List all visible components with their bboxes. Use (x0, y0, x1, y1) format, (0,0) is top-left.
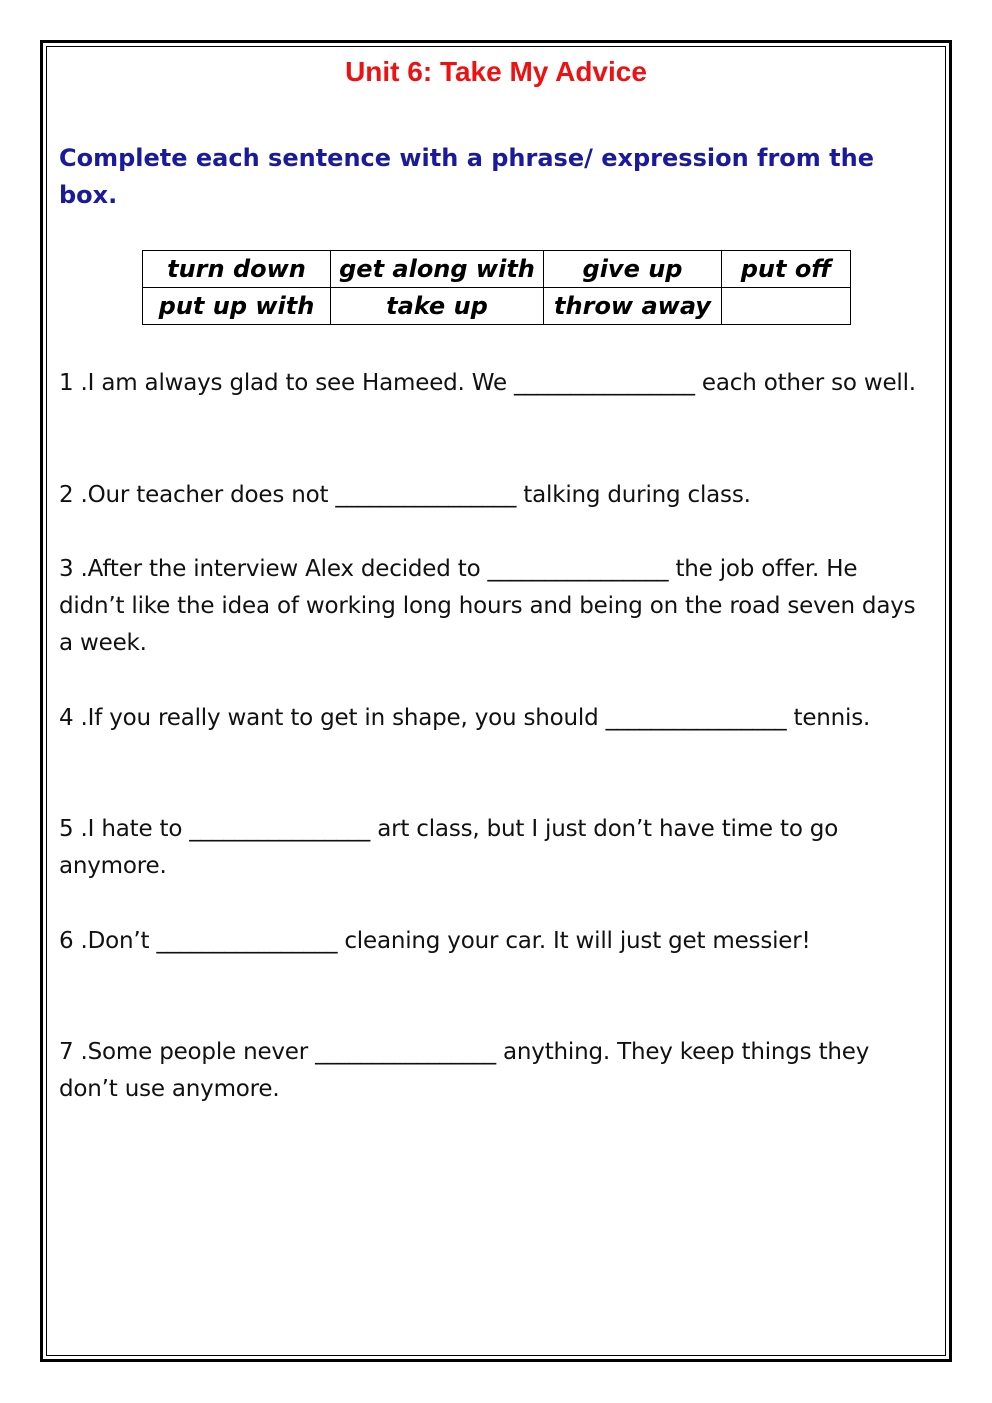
word-box-cell: get along with (331, 251, 544, 288)
word-box-row (143, 251, 851, 288)
question-4: 4 .If you really want to get in shape, you should ________________ tennis. (59, 705, 871, 731)
question-6: 6 .Don’t ________________ cleaning your car. It will just get messier! (59, 928, 811, 954)
question-5: 5 .I hate to ________________ art class, but I just don’t have time to go anymore. (59, 816, 839, 879)
word-box-row (143, 288, 851, 325)
question-2: 2 .Our teacher does not ________________ talking during class. (59, 482, 751, 508)
instructions: Complete each sentence with a phrase/ expression from the box. (59, 144, 874, 209)
word-box-cell: throw away (544, 288, 722, 325)
word-box-cell: turn down (143, 251, 331, 288)
question-3: 3 .After the interview Alex decided to ________________ the job offer. He didn’t like the idea of working long hours and being on the road seven days a week. (59, 556, 916, 656)
word-box-cell: take up (331, 288, 544, 325)
word-box-cell: put up with (143, 288, 331, 325)
worksheet-title: Unit 6: Take My Advice (345, 56, 647, 87)
word-box-cell: give up (544, 251, 722, 288)
question-7: 7 .Some people never ________________ anything. They keep things they don’t use anymore. (59, 1039, 870, 1102)
question-1: 1 .I am always glad to see Hameed. We ________________ each other so well. (59, 370, 916, 396)
word-box-cell-empty (722, 288, 851, 325)
word-box (142, 250, 851, 325)
word-box-cell: put off (722, 251, 851, 288)
